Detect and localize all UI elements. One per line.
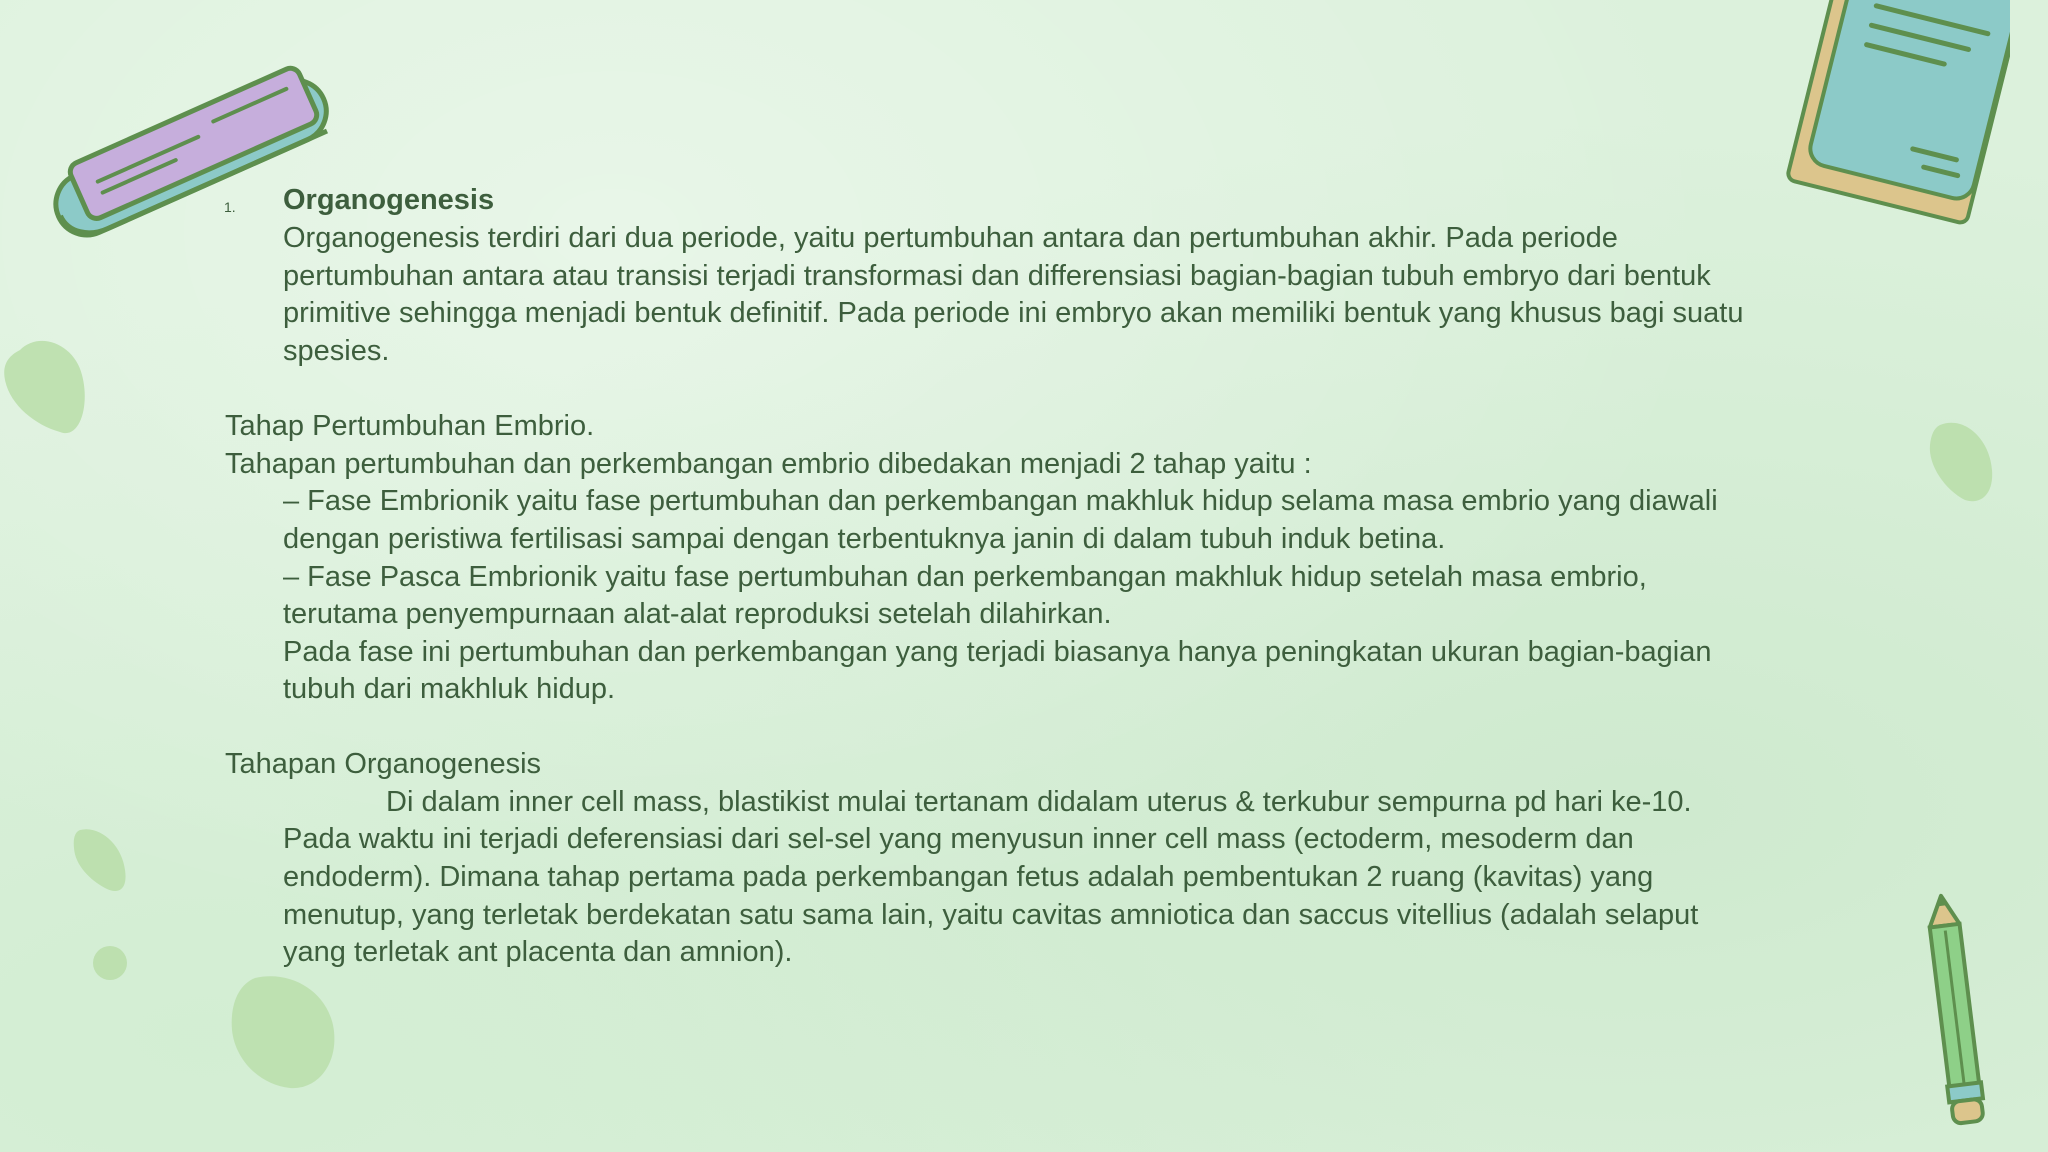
paragraph-line: – Fase Embrionik yaitu fase pertumbuhan dan perkembangan makhluk hidup selama masa embrio yang diawali (283, 485, 1718, 517)
paragraph-line: Organogenesis terdiri dari dua periode, yaitu pertumbuhan antara dan pertumbuhan akhir. Pada periode (283, 222, 1618, 254)
paragraph-line: endoderm). Dimana tahap pertama pada perkembangan fetus adalah pembentukan 2 ruang (kavitas) yang (283, 861, 1654, 893)
paragraph-line: Pada fase ini pertumbuhan dan perkembangan yang terjadi biasanya hanya peningkatan ukuran bagian-bagian (283, 636, 1712, 668)
paragraph-line: terutama penyempurnaan alat-alat reproduksi setelah dilahirkan. (283, 598, 1112, 630)
paragraph-line: Pada waktu ini terjadi deferensiasi dari sel-sel yang menyusun inner cell mass (ectoderm, mesoderm dan (283, 823, 1634, 855)
list-number: 1. (224, 199, 236, 215)
paragraph-line: menutup, yang terletak berdekatan satu sama lain, yaitu cavitas amniotica dan saccus vitellius (adalah selaput (283, 899, 1699, 931)
paragraph-line: yang terletak ant placenta dan amnion). (283, 936, 793, 968)
paragraph-line: spesies. (283, 335, 390, 367)
paragraph-line: Tahapan pertumbuhan dan perkembangan embrio dibedakan menjadi 2 tahap yaitu : (225, 448, 1312, 480)
paragraph-line: – Fase Pasca Embrionik yaitu fase pertumbuhan dan perkembangan makhluk hidup setelah masa embrio, (283, 561, 1647, 593)
paragraph-line: tubuh dari makhluk hidup. (283, 673, 616, 705)
subsection-title: Tahap Pertumbuhan Embrio. (225, 410, 595, 442)
paragraph-line: Di dalam inner cell mass, blastikist mulai tertanam didalam uterus & terkubur sempurna pd hari ke-10. (386, 786, 1692, 818)
section-heading: Organogenesis (283, 184, 495, 216)
subsection-title: Tahapan Organogenesis (225, 748, 542, 780)
paragraph-line: pertumbuhan antara atau transisi terjadi transformasi dan differensiasi bagian-bagian tubuh embryo dari bentuk (283, 260, 1711, 292)
paragraph-line: primitive sehingga menjadi bentuk definitif. Pada periode ini embryo akan memiliki bentuk yang khusus bagi suatu (283, 297, 1744, 329)
paragraph-line: dengan peristiwa fertilisasi sampai dengan terbentuknya janin di dalam tubuh induk betina. (283, 523, 1446, 555)
